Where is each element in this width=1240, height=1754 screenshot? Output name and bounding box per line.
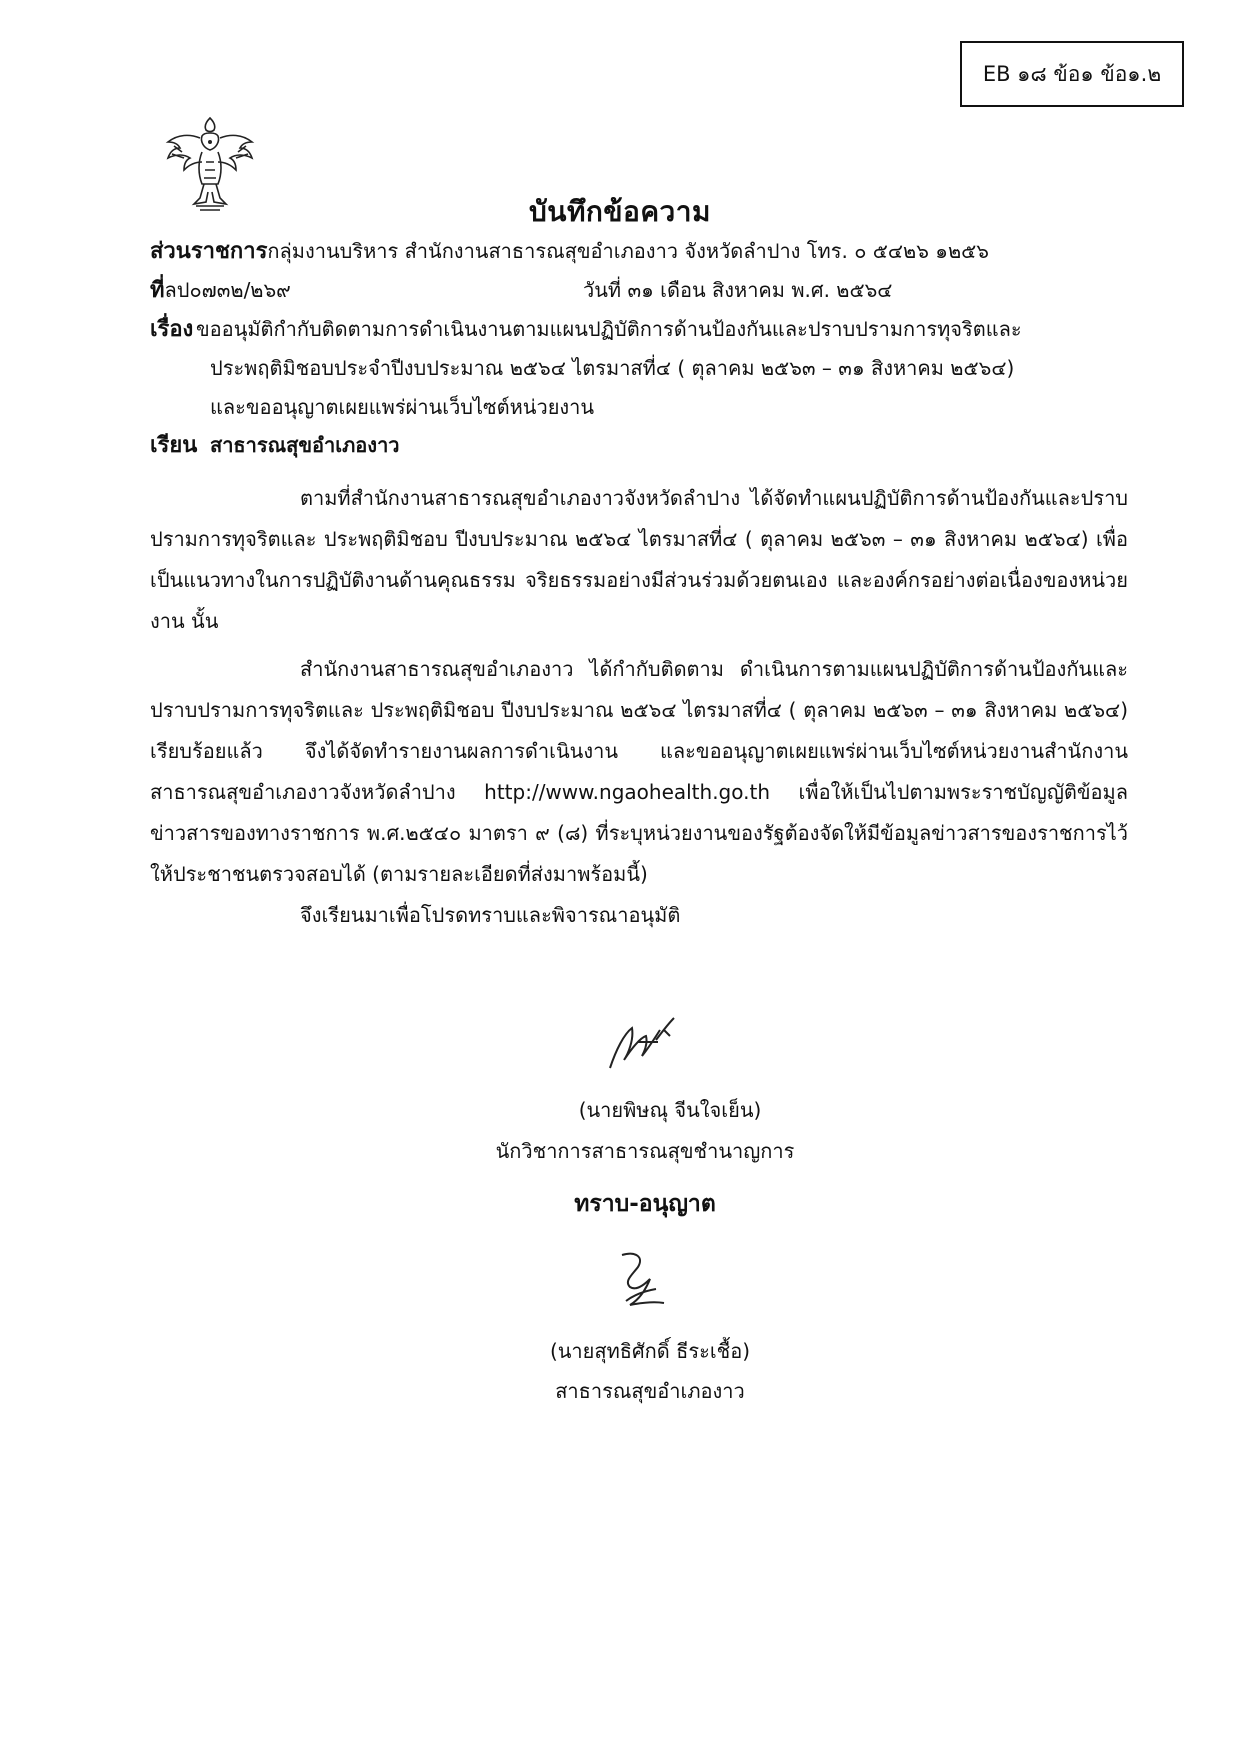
closing-line: จึงเรียนมาเพื่อโปรดทราบและพิจารณาอนุมัติ [300, 903, 681, 927]
to-label: เรียน [150, 433, 198, 458]
document-title: บันทึกข้อความ [529, 195, 711, 228]
agency-value: กลุ่มงานบริหาร สำนักงานสาธารณสุขอำเภองาว จังหวัดลำปาง โทร. ๐ ๕๔๒๖ ๑๒๕๖ [267, 239, 989, 263]
signature-1-icon [598, 1010, 688, 1080]
subject-line-1: ขออนุมัติกำกับติดตามการดำเนินงานตามแผนปฏิบัติการด้านป้องกันและปราบปรามการทุจริตและ [196, 317, 1022, 341]
reference-box: EB ๑๘ ข้อ๑ ข้อ๑.๒ [960, 41, 1184, 107]
signer-1-name: (นายพิษณุ จีนใจเย็น) [578, 1098, 762, 1122]
subject-line-2: ประพฤติมิชอบประจำปีงบประมาณ ๒๕๖๔ ไตรมาสที่๔ ( ตุลาคม ๒๕๖๓ – ๓๑ สิงหาคม ๒๕๖๔) [210, 356, 1015, 380]
subject-line-3: และขออนุญาตเผยแพร่ผ่านเว็บไซต์หน่วยงาน [210, 395, 595, 419]
ref-value: ลป๐๗๓๒/๒๖๙ [164, 278, 291, 302]
ref-row [150, 272, 291, 309]
date-text: วันที่ ๓๑ เดือน สิงหาคม พ.ศ. ๒๕๖๔ [583, 278, 893, 302]
signature-2-icon [600, 1245, 680, 1325]
approval-text: ทราบ-อนุญาต [574, 1191, 716, 1217]
subject-label: เรื่อง [150, 317, 194, 342]
agency-row [150, 233, 989, 270]
to-row [150, 427, 400, 464]
to-value: สาธารณสุขอำเภองาว [209, 433, 400, 457]
body-paragraph-1: ตามที่สำนักงานสาธารณสุขอำเภองาวจังหวัดลำปาง ได้จัดทำแผนปฏิบัติการด้านป้องกันและปราบปรามการทุจริตและ ประพฤติมิชอบ ปีงบประมาณ ๒๕๖๔ ไตรมาสที่๔ ( ตุลาคม ๒๕๖๓ – ๓๑ สิงหาคม ๒๕๖๔) เพื่อเป็นแนวทางในการปฏิบัติงานด้านคุณธรรม จริยธรรมอย่างมีส่วนร่วมด้วยตนเอง และองค์กรอย่างต่อเนื่องของหน่วยงาน นั้น [150, 486, 1128, 633]
agency-label: ส่วนราชการ [150, 239, 268, 264]
signer-1-position: นักวิชาการสาธารณสุขชำนาญการ [495, 1139, 795, 1163]
signer-2-position: สาธารณสุขอำเภองาว [555, 1379, 745, 1403]
ref-label: ที่ [150, 278, 165, 303]
body-paragraph-2: สำนักงานสาธารณสุขอำเภองาว ได้กำกับติดตาม ดำเนินการตามแผนปฏิบัติการด้านป้องกันและปราบปรามการทุจริตและ ประพฤติมิชอบ ปีงบประมาณ ๒๕๖๔ ไตรมาสที่๔ ( ตุลาคม ๒๕๖๓ – ๓๑ สิงหาคม ๒๕๖๔) เรียบร้อยแล้ว จึงได้จัดทำรายงานผลการดำเนินงาน และขออนุญาตเผยแพร่ผ่านเว็บไซต์หน่วยงานสำนักงานสาธารณสุขอำเภองาวจังหวัดลำปาง http://www.ngaohealth.go.th เพื่อให้เป็นไปตามพระราชบัญญัติข้อมูลข่าวสารของทางราชการ พ.ศ.๒๕๔๐ มาตรา ๙ (๘) ที่ระบุหน่วยงานของรัฐต้องจัดให้มีข้อมูลข่าวสารของราชการไว้ให้ประชาชนตรวจสอบได้ (ตามรายละเอียดที่ส่งมาพร้อมนี้) [150, 657, 1128, 886]
signer-2-name: (นายสุทธิศักดิ์ ธีระเชื้อ) [549, 1339, 751, 1363]
